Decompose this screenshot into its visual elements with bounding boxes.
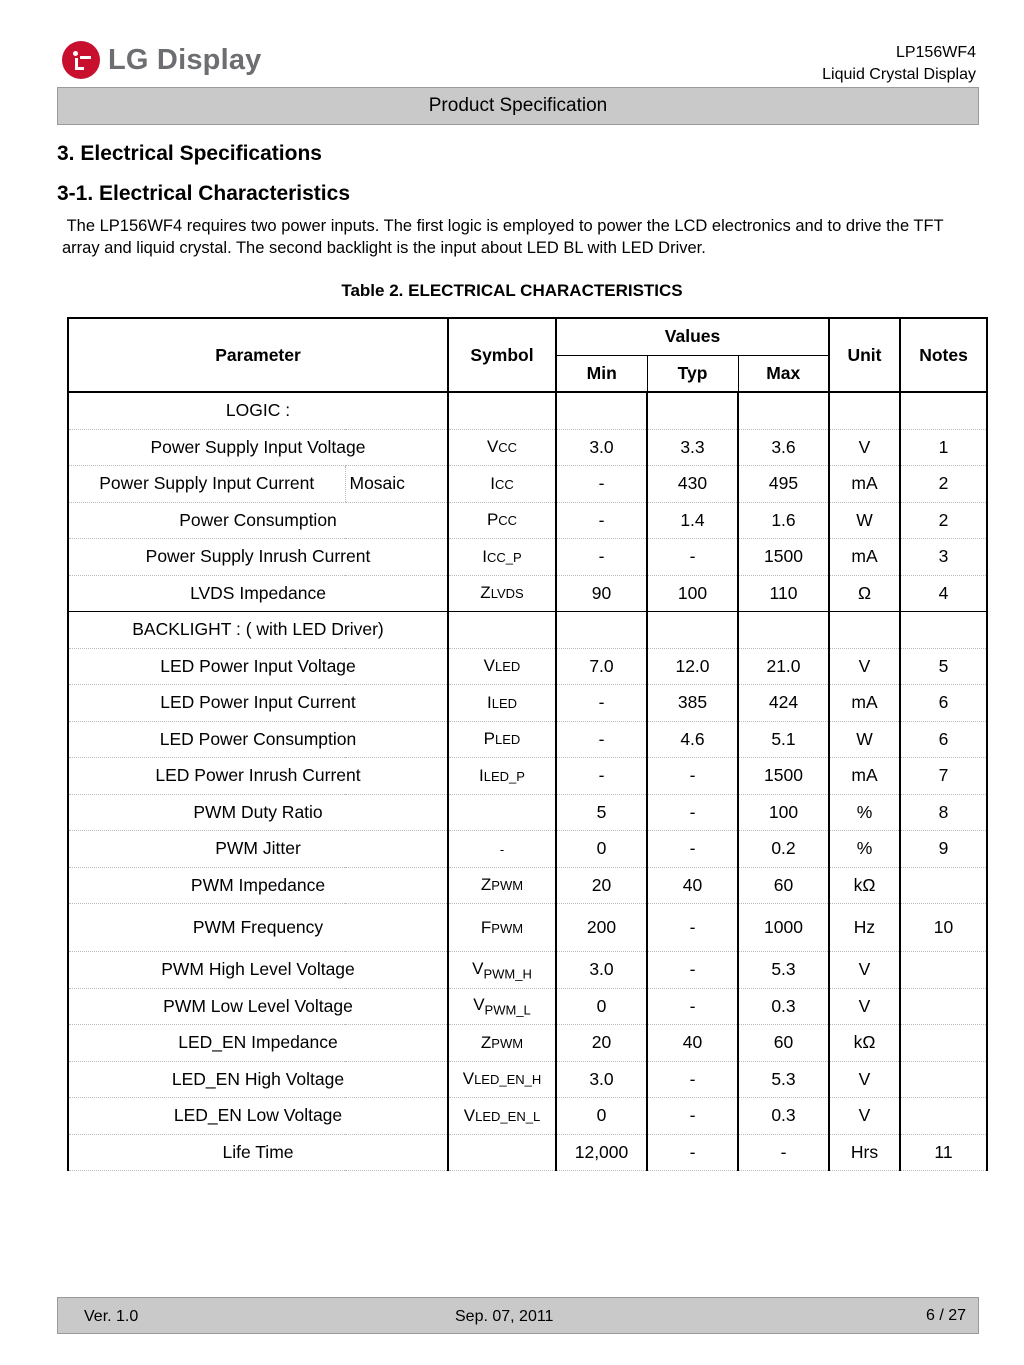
symbol-main: V	[462, 1069, 475, 1089]
table-row	[68, 1025, 987, 1062]
symbol-cell	[448, 1134, 556, 1171]
table-row	[68, 685, 987, 722]
unit-cell: mA	[829, 466, 900, 503]
subsection-title: 3-1. Electrical Characteristics	[57, 182, 350, 205]
min-cell: 12,000	[556, 1134, 647, 1171]
min-cell: 3.0	[556, 429, 647, 466]
max-cell: 424	[738, 685, 829, 722]
unit-cell: %	[829, 831, 900, 868]
electrical-characteristics-table	[67, 317, 988, 1171]
table-row	[68, 429, 987, 466]
min-cell: -	[556, 539, 647, 576]
max-cell: 100	[738, 794, 829, 831]
min-cell: -	[556, 466, 647, 503]
typ-cell: 385	[647, 685, 738, 722]
typ-cell: -	[647, 831, 738, 868]
notes-cell: 11	[900, 1134, 987, 1171]
min-cell: 3.0	[556, 952, 647, 989]
symbol-main: F	[480, 917, 492, 937]
header-notes: Notes	[900, 318, 987, 392]
header-max: Max	[738, 355, 829, 392]
unit-cell: W	[829, 721, 900, 758]
symbol-main: V	[472, 958, 484, 978]
symbol-subscript: LED_EN_H	[474, 1072, 542, 1088]
typ-cell: -	[647, 539, 738, 576]
unit-cell: V	[829, 952, 900, 989]
parameter-cell: PWM Frequency	[68, 904, 448, 952]
unit-cell: V	[829, 988, 900, 1025]
symbol-main: V	[486, 437, 499, 457]
symbol-subscript: PWM_H	[483, 965, 532, 981]
unit-cell: V	[829, 1098, 900, 1135]
unit-cell: mA	[829, 539, 900, 576]
notes-cell: 6	[900, 721, 987, 758]
symbol-cell	[448, 758, 556, 795]
max-cell: 60	[738, 1025, 829, 1062]
table-row	[68, 502, 987, 539]
typ-cell: -	[647, 794, 738, 831]
parameter-cell: Power Supply Input Current	[68, 466, 345, 503]
parameter-cell: LED_EN High Voltage	[68, 1061, 448, 1098]
unit-cell: kΩ	[829, 1025, 900, 1062]
symbol-cell	[448, 575, 556, 612]
symbol-subscript: CC	[498, 440, 518, 456]
typ-cell: -	[647, 1134, 738, 1171]
symbol-subscript: PWM	[491, 1035, 524, 1051]
typ-cell: 40	[647, 1025, 738, 1062]
max-cell: 0.2	[738, 831, 829, 868]
symbol-cell	[448, 429, 556, 466]
symbol-subscript: LED_EN_L	[475, 1108, 541, 1124]
max-cell: 110	[738, 575, 829, 612]
max-cell: 1000	[738, 904, 829, 952]
max-cell: -	[738, 1134, 829, 1171]
symbol-cell	[448, 721, 556, 758]
section-row	[68, 392, 987, 429]
table-row	[68, 1134, 987, 1171]
table-row	[68, 831, 987, 868]
unit-cell: kΩ	[829, 867, 900, 904]
symbol-subscript: LED	[495, 732, 521, 748]
table-row	[68, 758, 987, 795]
parameter-cell: PWM High Level Voltage	[68, 952, 448, 989]
symbol-subscript: LVDS	[490, 586, 524, 602]
max-cell: 0.3	[738, 988, 829, 1025]
notes-cell	[900, 1025, 987, 1062]
section-label: LOGIC :	[68, 392, 448, 429]
typ-cell: -	[647, 952, 738, 989]
symbol-main: I	[482, 546, 488, 566]
unit-cell: V	[829, 648, 900, 685]
min-cell: 20	[556, 1025, 647, 1062]
footer-version: Ver. 1.0	[84, 1308, 139, 1325]
typ-cell: 1.4	[647, 502, 738, 539]
intro-paragraph	[62, 215, 982, 259]
table-row	[68, 794, 987, 831]
parameter-cell: PWM Low Level Voltage	[68, 988, 448, 1025]
parameter-cell: LVDS Impedance	[68, 575, 448, 612]
max-cell: 1500	[738, 539, 829, 576]
product-type: Liquid Crystal Display	[822, 66, 976, 83]
parameter-cell: Life Time	[68, 1134, 448, 1171]
min-cell: 0	[556, 988, 647, 1025]
symbol-cell	[448, 685, 556, 722]
symbol-cell	[448, 952, 556, 989]
table-row	[68, 575, 987, 612]
symbol-main: P	[483, 729, 496, 749]
max-cell: 5.1	[738, 721, 829, 758]
table-row	[68, 988, 987, 1025]
section-label: BACKLIGHT : ( with LED Driver)	[68, 612, 448, 649]
parameter-cell: LED Power Inrush Current	[68, 758, 448, 795]
notes-cell	[900, 1098, 987, 1135]
min-cell: 5	[556, 794, 647, 831]
parameter-cell: LED_EN Low Voltage	[68, 1098, 448, 1135]
min-cell: 20	[556, 867, 647, 904]
table-row	[68, 539, 987, 576]
symbol-main: P	[486, 510, 499, 530]
notes-cell: 6	[900, 685, 987, 722]
notes-cell	[900, 952, 987, 989]
notes-cell: 2	[900, 466, 987, 503]
notes-cell: 1	[900, 429, 987, 466]
parameter-cell: Power Supply Input Voltage	[68, 429, 448, 466]
symbol-subscript: CC_P	[487, 549, 522, 565]
symbol-main: Z	[480, 583, 491, 603]
page-footer	[57, 1297, 979, 1334]
header-unit: Unit	[829, 318, 900, 392]
parameter-cell: LED Power Consumption	[68, 721, 448, 758]
min-cell: -	[556, 758, 647, 795]
header-banner: Product Specification	[57, 87, 979, 125]
symbol-cell	[448, 988, 556, 1025]
header-typ: Typ	[647, 355, 738, 392]
typ-cell: -	[647, 1098, 738, 1135]
typ-cell: 12.0	[647, 648, 738, 685]
header-parameter: Parameter	[68, 318, 448, 392]
symbol-subscript: LED_P	[483, 768, 525, 784]
unit-cell: V	[829, 429, 900, 466]
symbol-subscript: LED	[491, 695, 518, 711]
symbol-main: V	[463, 1105, 476, 1125]
min-cell: 7.0	[556, 648, 647, 685]
unit-cell: mA	[829, 685, 900, 722]
unit-cell: W	[829, 502, 900, 539]
min-cell: 90	[556, 575, 647, 612]
parameter-cell: PWM Jitter	[68, 831, 448, 868]
min-cell: 0	[556, 1098, 647, 1135]
section-title: 3. Electrical Specifications	[57, 142, 322, 165]
parameter-cell: Power Supply Inrush Current	[68, 539, 448, 576]
max-cell: 495	[738, 466, 829, 503]
min-cell: 3.0	[556, 1061, 647, 1098]
symbol-cell	[448, 1061, 556, 1098]
symbol-cell	[448, 904, 556, 952]
model-number: LP156WF4	[895, 44, 976, 61]
notes-cell: 10	[900, 904, 987, 952]
unit-cell: %	[829, 794, 900, 831]
notes-cell: 5	[900, 648, 987, 685]
min-cell: 200	[556, 904, 647, 952]
table-row	[68, 721, 987, 758]
table-row	[68, 466, 987, 503]
intro-text: The LP156WF4 requires two power inputs. The first logic is employed to power the LCD electronics and to drive the TFT array and liquid crystal. The second backlight is the input about LED BL with LED Driver.	[62, 217, 944, 257]
symbol-subscript: -	[499, 841, 505, 857]
notes-cell	[900, 867, 987, 904]
table-row	[68, 952, 987, 989]
parameter-cell: Power Consumption	[68, 502, 448, 539]
min-cell: 0	[556, 831, 647, 868]
header-min: Min	[556, 355, 647, 392]
table-row	[68, 904, 987, 952]
footer-page-number: 6 / 27	[925, 1307, 966, 1324]
unit-cell: Hrs	[829, 1134, 900, 1171]
parameter-cell: LED_EN Impedance	[68, 1025, 448, 1062]
table-row	[68, 1061, 987, 1098]
symbol-cell	[448, 502, 556, 539]
min-cell: -	[556, 685, 647, 722]
notes-cell: 9	[900, 831, 987, 868]
notes-cell	[900, 988, 987, 1025]
max-cell: 5.3	[738, 952, 829, 989]
max-cell: 0.3	[738, 1098, 829, 1135]
typ-cell: 3.3	[647, 429, 738, 466]
max-cell: 21.0	[738, 648, 829, 685]
max-cell: 5.3	[738, 1061, 829, 1098]
typ-cell: 100	[647, 575, 738, 612]
document-id	[822, 42, 976, 86]
symbol-main: I	[486, 692, 492, 712]
min-cell: -	[556, 502, 647, 539]
symbol-cell	[448, 539, 556, 576]
notes-cell	[900, 1061, 987, 1098]
symbol-main: I	[479, 765, 484, 785]
table-row	[68, 648, 987, 685]
section-row	[68, 612, 987, 649]
max-cell: 60	[738, 867, 829, 904]
symbol-cell	[448, 794, 556, 831]
parameter-cell: LED Power Input Current	[68, 685, 448, 722]
symbol-subscript: CC	[498, 513, 518, 529]
unit-cell: Hz	[829, 904, 900, 952]
table-row	[68, 1098, 987, 1135]
lg-display-logo	[62, 40, 262, 80]
unit-cell: V	[829, 1061, 900, 1098]
header-symbol: Symbol	[448, 318, 556, 392]
parameter-cell: PWM Duty Ratio	[68, 794, 448, 831]
typ-cell: 4.6	[647, 721, 738, 758]
symbol-subscript: PWM	[491, 920, 524, 936]
notes-cell: 2	[900, 502, 987, 539]
max-cell: 3.6	[738, 429, 829, 466]
typ-cell: 430	[647, 466, 738, 503]
symbol-cell	[448, 1098, 556, 1135]
symbol-main: Z	[480, 875, 492, 895]
notes-cell: 4	[900, 575, 987, 612]
notes-cell: 8	[900, 794, 987, 831]
max-cell: 1.6	[738, 502, 829, 539]
parameter-cell: PWM Impedance	[68, 867, 448, 904]
typ-cell: -	[647, 1061, 738, 1098]
symbol-cell	[448, 831, 556, 868]
symbol-subscript: LED	[495, 659, 521, 675]
footer-date: Sep. 07, 2011	[455, 1308, 554, 1325]
symbol-main: V	[473, 995, 485, 1015]
parameter-cell: LED Power Input Voltage	[68, 648, 448, 685]
symbol-subscript: PWM_L	[484, 1002, 531, 1018]
symbol-main: Z	[480, 1032, 492, 1052]
typ-cell: 40	[647, 867, 738, 904]
symbol-subscript: CC	[494, 476, 514, 492]
symbol-subscript: PWM	[491, 878, 524, 894]
symbol-main: I	[490, 473, 495, 493]
parameter-variant-cell: Mosaic	[345, 466, 448, 503]
notes-cell: 7	[900, 758, 987, 795]
lg-logo-icon	[62, 41, 100, 79]
typ-cell: -	[647, 904, 738, 952]
logo-text: LG Display	[108, 43, 262, 76]
symbol-cell	[448, 648, 556, 685]
header-values: Values	[556, 318, 829, 355]
typ-cell: -	[647, 758, 738, 795]
unit-cell: Ω	[829, 575, 900, 612]
table-row	[68, 867, 987, 904]
typ-cell: -	[647, 988, 738, 1025]
min-cell: -	[556, 721, 647, 758]
symbol-cell	[448, 466, 556, 503]
notes-cell: 3	[900, 539, 987, 576]
table-caption: Table 2. ELECTRICAL CHARACTERISTICS	[341, 281, 683, 300]
unit-cell: mA	[829, 758, 900, 795]
max-cell: 1500	[738, 758, 829, 795]
symbol-cell	[448, 867, 556, 904]
symbol-main: V	[483, 656, 496, 676]
symbol-cell	[448, 1025, 556, 1062]
